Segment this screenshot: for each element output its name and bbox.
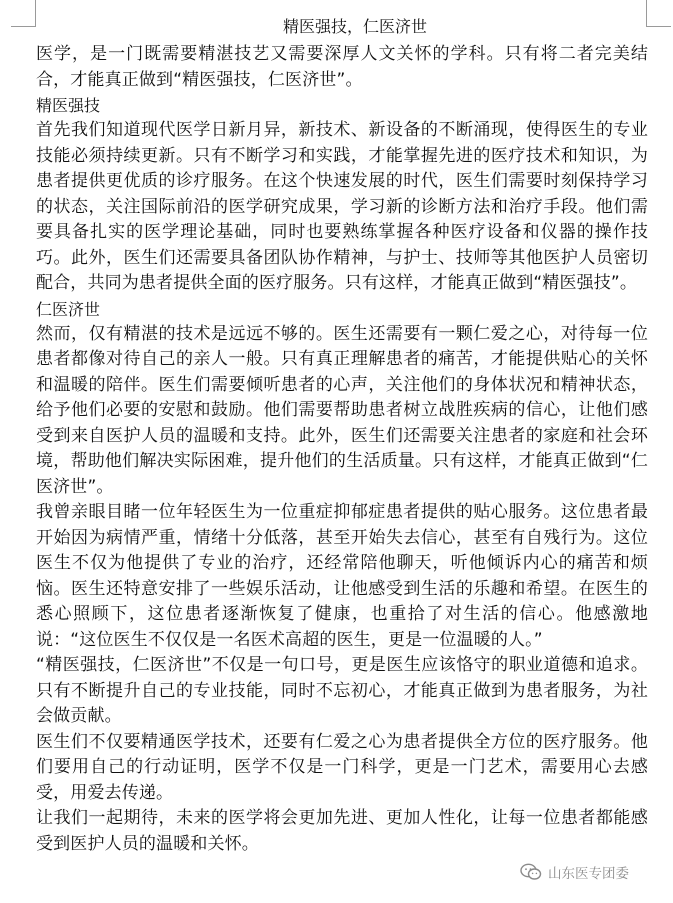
paragraph-future: 让我们一起期待，未来的医学将会更加先进、更加人性化，让每一位患者都能感受到医护人员的温暖和关怀。 <box>36 808 648 854</box>
paragraph-doctors: 医生们不仅要精通医学技术，还要有仁爱之心为患者提供全方位的医疗服务。他们要用自己的行动证明，医学不仅是一门科学，更是一门艺术，需要用心去感受，用爱去传递。 <box>36 731 648 803</box>
wechat-icon <box>520 863 542 881</box>
document-body <box>36 16 648 857</box>
wechat-watermark <box>520 860 629 884</box>
watermark-text: 山东医专团委 <box>548 866 629 882</box>
paragraph-skill: 首先我们知道现代医学日新月异，新技术、新设备的不断涌现，使得医生的专业技能必须持续更新。只有不断学习和实践，才能掌握先进的医疗技术和知识，为患者提供更优质的诊疗服务。在这个快速发展的时代，医生们需要时刻保持学习的状态，关注国际前沿的医学研究成果，学习新的诊断方法和治疗手段。他们需要具备扎实的医学理论基础，同时也要熟练掌握各种医疗设备和仪器的操作技巧。此外，医生们还需要具备团队协作精神，与护士、技师等其他医护人员密切配合，共同为患者提供全面的医疗服务。只有这样，才能真正做到“精医强技”。 <box>36 120 648 293</box>
paragraph-benevolence: 然而，仅有精湛的技术是远远不够的。医生还需要有一颗仁爱之心，对待每一位患者都像对待自己的亲人一般。只有真正理解患者的痛苦，才能提供贴心的关怀和温暖的陪伴。医生们需要倾听患者的心声，关注他们的身体状况和精神状态，给予他们必要的安慰和鼓励。他们需要帮助患者树立战胜疾病的信心，让他们感受到来自医护人员的温暖和支持。此外，医生们还需要关注患者的家庭和社会环境，帮助他们解决实际困难，提升他们的生活质量。只有这样，才能真正做到“仁医济世”。 <box>36 323 648 497</box>
page-corner-mark-left <box>11 0 36 27</box>
section-heading-skill: 精医强技 <box>36 96 101 115</box>
paragraph-slogan: “精医强技，仁医济世”不仅是一句口号，更是医生应该恪守的职业道德和追求。只有不断提升自己的专业技能，同时不忘初心，才能真正做到为患者服务，为社会做贡献。 <box>36 655 648 726</box>
paragraph-intro: 医学，是一门既需要精湛技艺又需要深厚人文关怀的学科。只有将二者完美结合，才能真正做到“精医强技，仁医济世”。 <box>36 44 648 90</box>
paragraph-story: 我曾亲眼目睹一位年轻医生为一位重症抑郁症患者提供的贴心服务。这位患者最开始因为病情严重，情绪十分低落，甚至开始失去信心，甚至有自残行为。这位医生不仅为他提供了专业的治疗，还经常陪他聊天，听他倾诉内心的痛苦和烦恼。医生还特意安排了一些娱乐活动，让他感受到生活的乐趣和希望。在医生的悉心照顾下，这位患者逐渐恢复了健康，也重拾了对生活的信心。他感激地说：“这位医生不仅仅是一名医术高超的医生，更是一位温暖的人。” <box>36 502 648 650</box>
page-corner-mark-right <box>646 0 671 27</box>
document-title: 精医强技，仁医济世 <box>282 17 427 36</box>
section-heading-benevolence: 仁医济世 <box>36 299 101 319</box>
